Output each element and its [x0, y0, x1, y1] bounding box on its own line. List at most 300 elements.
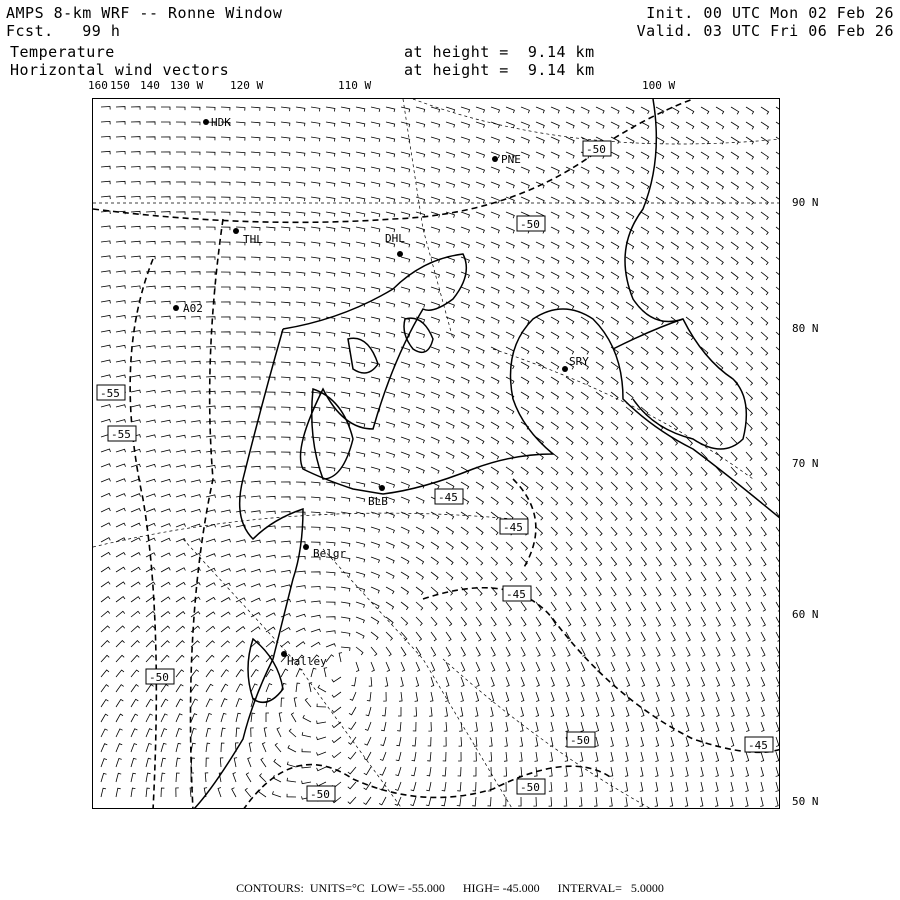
wind-vector [191, 317, 200, 320]
wind-vector [626, 167, 634, 174]
wind-vector [146, 226, 155, 229]
wind-vector [341, 332, 350, 337]
wind-vector [640, 767, 643, 776]
wind-vector [251, 670, 259, 678]
wind-vector [491, 272, 499, 278]
wind-vector [521, 677, 524, 687]
svg-text:-55: -55 [111, 428, 131, 441]
wind-vector [566, 347, 574, 354]
wind-vector [371, 557, 380, 563]
wind-vector [671, 407, 678, 415]
wind-vector [341, 632, 350, 636]
wind-vector [596, 257, 604, 264]
wind-vector [431, 197, 440, 203]
wind-vector [161, 743, 167, 752]
wind-vector [596, 647, 600, 656]
wind-vector [431, 137, 440, 142]
wind-vector [716, 752, 719, 762]
wind-vector [626, 332, 633, 340]
wind-vector [311, 629, 321, 632]
wind-vector [101, 700, 108, 708]
wind-vector [296, 362, 305, 366]
wind-vector [146, 301, 155, 304]
wind-vector [352, 677, 357, 686]
wind-vector [506, 542, 513, 550]
wind-vector [656, 557, 661, 566]
wind-vector [596, 572, 601, 581]
wind-vector [431, 632, 436, 641]
wind-vector [176, 626, 185, 632]
wind-vector [386, 617, 393, 625]
wind-vector [476, 182, 485, 188]
wind-vector [266, 496, 275, 499]
wind-vector [116, 788, 121, 797]
wind-vector [506, 482, 513, 490]
wind-vector [472, 797, 476, 806]
wind-vector [626, 692, 629, 702]
wind-vector [506, 617, 511, 626]
wind-vector [266, 407, 275, 410]
wind-vector [176, 227, 185, 230]
wind-vector [491, 377, 499, 384]
wind-vector [101, 464, 111, 467]
wind-vector [296, 527, 305, 530]
wind-vector [745, 782, 748, 792]
wind-vector [641, 317, 648, 325]
wind-vector [700, 797, 703, 806]
wind-vector [176, 152, 185, 155]
wind-vector [641, 167, 649, 174]
wind-vector [176, 316, 185, 319]
wind-vector [670, 782, 673, 791]
wind-vector [536, 242, 544, 249]
wind-vector [716, 422, 722, 431]
wind-vector [206, 406, 215, 409]
wind-vector [101, 508, 110, 512]
wind-vector [401, 407, 410, 413]
wind-vector [624, 797, 627, 806]
wind-vector [401, 422, 410, 428]
wind-vector [416, 512, 424, 519]
wind-vector [401, 257, 410, 262]
wind-vector [536, 407, 544, 414]
wind-vector [396, 737, 401, 746]
wind-vector [446, 242, 455, 248]
plot-title: AMPS 8-km WRF -- Ronne Window [6, 4, 283, 22]
wind-vector [221, 583, 230, 587]
wind-vector [371, 152, 380, 157]
wind-vector [506, 257, 514, 263]
wind-vector [596, 587, 601, 596]
wind-vector [581, 467, 588, 475]
wind-vector [626, 152, 634, 159]
wind-vector [506, 662, 510, 671]
wind-vector [221, 627, 230, 633]
wind-vector [761, 272, 768, 280]
svg-text:-45: -45 [506, 588, 526, 601]
wind-vector [701, 527, 707, 536]
wind-vector [236, 612, 245, 617]
wind-vector [431, 647, 436, 656]
wind-vector [371, 167, 380, 172]
wind-vector [701, 152, 709, 159]
wind-vector [236, 137, 245, 141]
wind-vector [281, 362, 290, 366]
wind-vector [626, 377, 633, 385]
wind-vector [386, 422, 395, 428]
wind-vector [626, 527, 632, 536]
wind-vector [776, 527, 780, 536]
wind-vector [426, 797, 431, 806]
wind-vector [428, 722, 431, 731]
wind-vector [146, 241, 155, 244]
wind-vector [401, 197, 410, 202]
wind-vector [176, 420, 185, 423]
svg-text:-55: -55 [100, 387, 120, 400]
wind-vector [326, 362, 335, 366]
wind-vector [731, 632, 735, 641]
wind-vector [146, 538, 155, 542]
wind-vector [536, 422, 544, 430]
wind-vector [506, 317, 514, 324]
wind-vector [701, 542, 706, 551]
wind-vector [131, 107, 140, 110]
wind-vector [461, 287, 469, 293]
wind-vector [311, 377, 320, 381]
wind-vector [131, 582, 140, 587]
wind-vector [386, 602, 394, 609]
wind-vector [581, 497, 588, 505]
wind-vector [131, 182, 140, 185]
wind-vector [536, 452, 543, 460]
wind-vector [566, 212, 574, 219]
wind-vector [266, 684, 272, 692]
wind-vector [371, 632, 378, 640]
wind-vector [611, 662, 615, 671]
wind-vector [161, 286, 170, 289]
wind-vector [580, 767, 583, 776]
wind-vector [287, 762, 296, 767]
wind-vector [326, 197, 335, 202]
wind-vector [161, 465, 171, 468]
wind-vector [206, 317, 215, 320]
wind-vector [281, 599, 291, 602]
wind-vector [746, 122, 754, 129]
wind-vector [371, 452, 380, 457]
wind-vector [626, 572, 631, 581]
wind-vector [341, 572, 350, 577]
wind-vector [246, 773, 251, 782]
wind-vector [341, 647, 350, 651]
wind-vector [731, 197, 738, 205]
wind-vector [550, 752, 553, 761]
wind-vector [536, 392, 544, 399]
wind-vector [521, 707, 524, 717]
wind-vector [356, 377, 365, 382]
meridian-d [443, 659, 653, 809]
wind-vector [311, 137, 320, 141]
wind-vector [686, 707, 689, 717]
wind-vector [506, 362, 514, 369]
wind-vector [716, 167, 724, 174]
wind-vector [251, 525, 260, 528]
wind-vector [176, 553, 185, 557]
wind-vector [371, 257, 380, 262]
wind-vector [731, 257, 738, 265]
wind-vector [266, 167, 275, 171]
wind-vector [476, 332, 484, 338]
wind-vector [191, 684, 198, 692]
wind-vector [326, 212, 335, 217]
wind-vector [701, 242, 708, 250]
wind-vector [311, 615, 320, 618]
wind-vector [596, 602, 601, 611]
wind-vector [446, 587, 453, 595]
wind-vector [761, 467, 767, 476]
parallel-curve-b [493, 349, 753, 479]
wind-vector [206, 272, 215, 275]
wind-vector [671, 467, 677, 476]
wind-vector [551, 302, 559, 309]
wind-vector [206, 583, 215, 587]
wind-vector [311, 167, 320, 171]
wind-vector [671, 752, 674, 762]
wind-vector [476, 122, 485, 128]
wind-vector [446, 632, 451, 641]
wind-vector [491, 287, 499, 293]
wind-vector [731, 167, 739, 175]
wind-vector [281, 182, 290, 186]
wind-vector [731, 272, 738, 280]
wind-vector [386, 632, 392, 641]
wind-vector [461, 197, 470, 203]
wind-vector [656, 467, 662, 476]
wind-vector [476, 437, 484, 444]
wind-vector [776, 197, 780, 205]
wind-vector [176, 167, 185, 170]
wind-vector [731, 347, 738, 355]
wind-vector [296, 628, 305, 632]
wind-vector [332, 677, 341, 682]
wind-vector [234, 758, 237, 767]
wind-vector [731, 662, 735, 671]
wind-vector [716, 707, 719, 717]
wind-vector [701, 167, 709, 174]
wind-vector [641, 347, 648, 355]
wind-vector [281, 317, 290, 321]
wind-vector [146, 626, 155, 632]
wind-vector [686, 647, 690, 656]
wind-vector [266, 599, 276, 602]
wind-vector [611, 737, 614, 747]
wind-vector [551, 137, 559, 143]
wind-vector [776, 257, 780, 265]
wind-vector [131, 375, 140, 378]
wind-vector [461, 227, 470, 233]
wind-vector [221, 302, 230, 305]
wind-vector [536, 287, 544, 294]
wind-vector [191, 182, 200, 185]
wind-vector [101, 121, 110, 124]
wind-vector [476, 527, 483, 535]
wind-vector [461, 122, 470, 128]
wind-vector [716, 197, 724, 205]
wind-vector [326, 631, 335, 634]
wind-vector [116, 330, 125, 333]
wind-vector [101, 286, 110, 289]
far-east-coast [625, 99, 683, 322]
wind-vector [656, 227, 664, 234]
wind-vector [716, 152, 724, 159]
contour-label-box [745, 737, 773, 752]
wind-vector [761, 227, 768, 235]
wind-vector [296, 197, 305, 201]
wind-vector [221, 317, 230, 320]
wind-vector [311, 227, 320, 231]
wind-vector [431, 152, 440, 158]
wind-vector [356, 542, 365, 547]
wind-vector [566, 527, 572, 536]
wind-vector [296, 614, 306, 617]
wind-vector [431, 512, 439, 519]
wind-vector [206, 554, 216, 557]
wind-vector [266, 482, 275, 485]
wind-vector [364, 752, 371, 760]
wind-vector [611, 407, 618, 415]
wind-vector [625, 782, 628, 791]
wind-vector [566, 377, 574, 385]
station-label-pne: PNE [501, 153, 521, 166]
wind-vector [356, 602, 365, 608]
lon-label-150: 150 [110, 79, 130, 92]
wind-vector [274, 759, 281, 767]
wind-vector [101, 345, 110, 348]
wind-vector [266, 584, 276, 587]
wind-vector [536, 482, 543, 490]
wind-vector [161, 450, 171, 453]
wind-vector [716, 332, 723, 340]
wind-vector [341, 527, 350, 532]
wind-vector [116, 567, 125, 572]
wind-vector [476, 557, 483, 565]
wind-vector [428, 737, 431, 746]
wind-vector [521, 347, 529, 354]
wind-vector [536, 152, 544, 158]
wind-vector [251, 227, 260, 231]
wind-vector [611, 107, 619, 114]
wind-vector [611, 692, 614, 702]
wind-vector [761, 197, 768, 205]
wind-vector [371, 107, 380, 112]
station-dot-thl [233, 228, 239, 234]
wind-vector [746, 752, 749, 762]
wind-vector [221, 377, 230, 380]
wind-vector [131, 167, 140, 170]
wind-vector [191, 197, 200, 200]
wind-vector [251, 272, 260, 276]
wind-vector [611, 587, 616, 596]
wind-vector [116, 151, 125, 154]
field-wind-vectors: Horizontal wind vectors [10, 61, 230, 79]
wind-vector [506, 632, 511, 641]
wind-vector [176, 568, 185, 572]
wind-vector [506, 302, 514, 309]
wind-vector [521, 302, 529, 309]
wind-vector [176, 758, 180, 767]
wind-vector [206, 539, 216, 542]
wind-vector [596, 212, 604, 219]
wind-vector [332, 752, 341, 758]
wind-vector [536, 377, 544, 384]
wind-vector [221, 137, 230, 141]
map-panel [92, 98, 780, 809]
wind-vector [686, 452, 692, 461]
wind-vector [731, 602, 736, 611]
wind-vector [761, 542, 766, 551]
wind-vector [371, 647, 377, 656]
wind-vector [206, 182, 215, 185]
wind-vector [386, 482, 395, 488]
wind-vector [339, 653, 342, 662]
wind-vector [671, 122, 679, 129]
wind-vector [412, 737, 416, 746]
wind-vector [551, 632, 556, 641]
wind-vector [266, 317, 275, 321]
wind-vector [401, 647, 406, 656]
wind-vector [191, 728, 197, 737]
wind-vector [356, 497, 365, 502]
wind-vector [641, 512, 647, 521]
wind-vector [400, 677, 403, 687]
wind-vector [326, 377, 335, 381]
wind-vector [476, 407, 484, 414]
wind-vector [476, 452, 484, 459]
wind-vector [386, 152, 395, 157]
wind-vector [260, 774, 266, 783]
wind-vector [581, 722, 584, 732]
wind-vector [236, 152, 245, 156]
wind-vector [671, 632, 675, 641]
wind-vector [371, 662, 374, 672]
wind-vector [731, 587, 736, 596]
wind-vector [396, 752, 401, 761]
wind-vector [503, 797, 506, 806]
wind-vector [475, 722, 478, 731]
wind-vector [761, 527, 766, 536]
wind-vector [416, 497, 424, 504]
wind-vector [476, 272, 484, 278]
wind-vector [446, 107, 455, 113]
wind-vector [776, 497, 780, 506]
contour-label-box [97, 385, 125, 400]
wind-vector [281, 585, 291, 588]
wind-vector [491, 617, 496, 626]
wind-vector [326, 182, 335, 187]
wind-vector [460, 707, 463, 716]
wind-vector [521, 317, 529, 324]
wind-vector [311, 668, 316, 677]
wind-vector [431, 587, 438, 595]
wind-vector [176, 582, 185, 587]
wind-vector [326, 437, 335, 441]
wind-vector [101, 151, 110, 154]
wind-vector [296, 482, 305, 485]
wind-vector [611, 482, 617, 490]
wind-vector [176, 346, 185, 349]
wind-vector [746, 302, 753, 310]
wind-vector [446, 137, 455, 143]
wind-vector [221, 362, 230, 365]
